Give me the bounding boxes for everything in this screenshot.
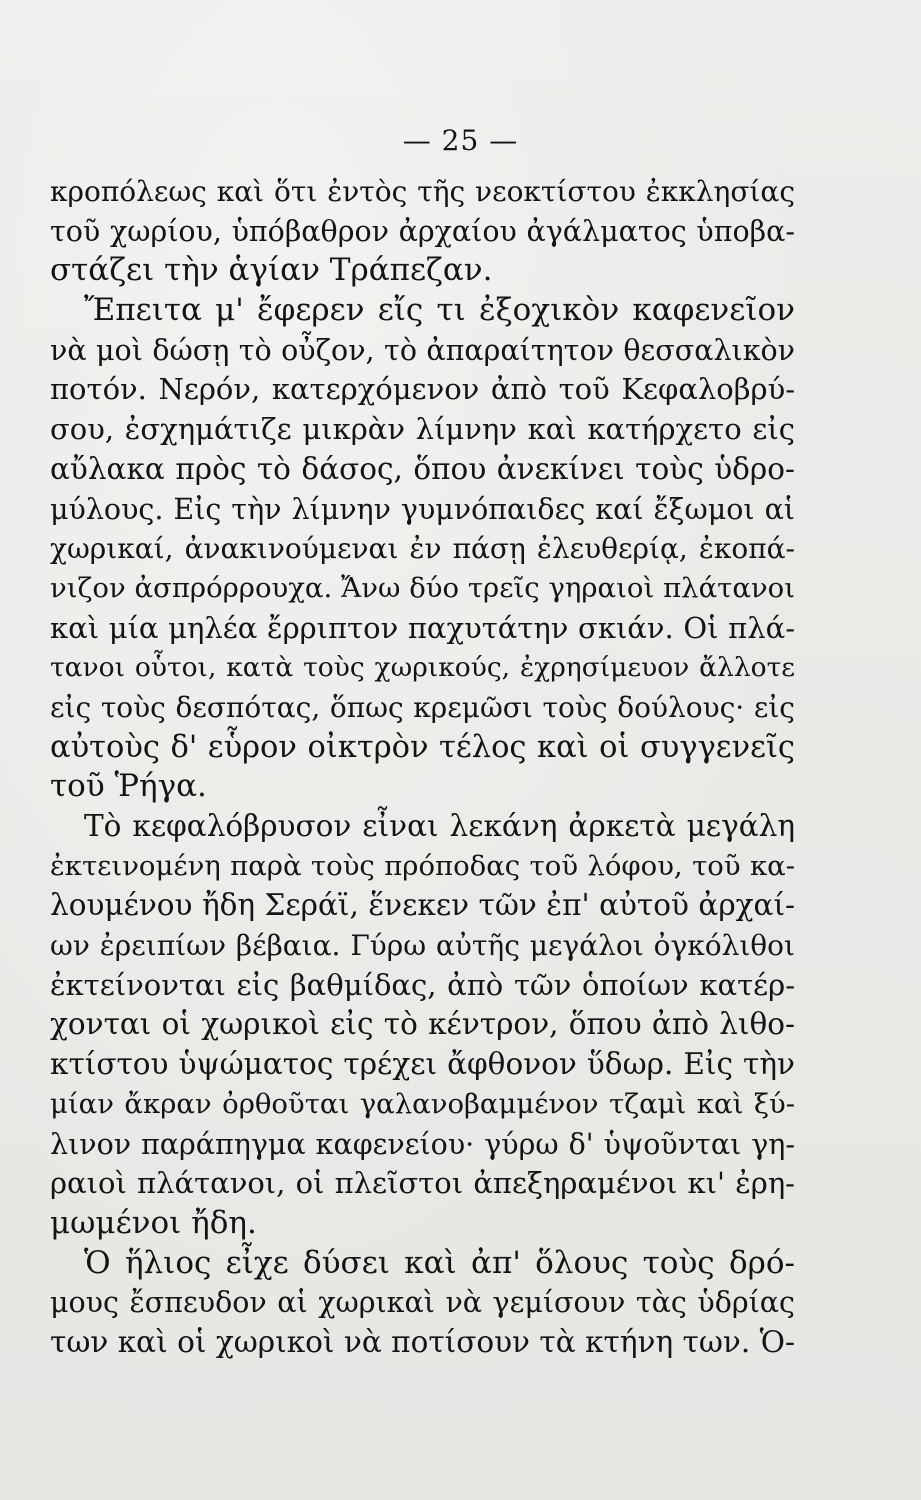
text-line: Τὸ κεφαλόβρυσον εἶναι λεκάνη ἀρκετὰ μεγάλη [84, 809, 795, 843]
text-line: Ἔπειτα μ' ἔφερεν εἴς τι ἐξοχικὸν καφενεῖον [84, 292, 795, 329]
text-line: χονται οἱ χωρικοὶ εἰς τὸ κέντρον, ὅπου ἀπὸ λιθο- [50, 1007, 795, 1042]
text-line: μωμένοι ἤδη. [50, 1204, 257, 1241]
text-line: στάζει τὴν ἁγίαν Τράπεζαν. [50, 252, 493, 289]
text-line: των καὶ οἱ χωρικοὶ νὰ ποτίσουν τὰ κτήνη των. Ὁ- [50, 1324, 795, 1359]
text-line: μίαν ἄκραν ὀρθοῦται γαλανοβαμμένον τζαμὶ καὶ ξύ- [50, 1087, 795, 1120]
text-line: τοῦ χωρίου, ὑπόβαθρον ἀρχαίου ἀγάλματος ὑποβα- [50, 214, 795, 248]
text-line: μύλους. Εἰς τὴν λίμνην γυμνόπαιδες καί ἔξωμοι αἱ [50, 492, 795, 526]
text-line: νιζον ἀσπρόρρουχα. Ἄνω δύο τρεῖς γηραιοὶ πλάτανοι [50, 571, 795, 604]
text-line: Ὁ ἥλιος εἶχε δύσει καὶ ἀπ' ὅλους τοὺς δρό- [84, 1244, 795, 1281]
text-line: κροπόλεως καὶ ὅτι ἐντὸς τῆς νεοκτίστου ἐκκλησίας [50, 175, 795, 208]
text-line: αὔλακα πρὸς τὸ δάσος, ὅπου ἀνεκίνει τοὺς ὑδρο- [50, 451, 795, 486]
text-line: νὰ μοὶ δώσῃ τὸ οὖζον, τὸ ἀπαραίτητον θεσσαλικὸν [50, 333, 795, 367]
text-line: ων ἐρειπίων βέβαια. Γύρω αὐτῆς μεγάλοι ὀγκόλιθοι [50, 929, 795, 963]
text-line: χωρικαί, ἀνακινούμεναι ἐν πάσῃ ἐλευθερίᾳ, ἐκοπά- [50, 532, 795, 566]
text-line: ἐκτείνονται εἰς βαθμίδας, ἀπὸ τῶν ὁποίων κατέρ- [50, 967, 795, 1002]
text-line: κτίστου ὑψώματος τρέχει ἄφθονον ὕδωρ. Εἰς τὴν [50, 1047, 795, 1082]
text-line: ποτόν. Νερόν, κατερχόμενον ἀπὸ τοῦ Κεφαλοβρύ- [50, 372, 795, 407]
text-line: σου, ἐσχημάτιζε μικρὰν λίμνην καὶ κατήρχετο εἰς [50, 412, 795, 447]
text-line: ἐκτεινομένη παρὰ τοὺς πρόποδας τοῦ λόφου, τοῦ κα- [50, 849, 795, 882]
text-line: μους ἔσπευδον αἱ χωρικαὶ νὰ γεμίσουν τὰς ὑδρίας [50, 1286, 795, 1320]
body-text [50, 172, 795, 1363]
text-line: τανοι οὗτοι, κατὰ τοὺς χωρικούς, ἐχρησίμευον ἄλλοτε [50, 652, 795, 684]
text-line: τοῦ Ῥήγα. [50, 768, 207, 805]
page-number: — 25 — [402, 124, 519, 157]
text-line: λουμένου ἤδη Σεράϊ, ἕνεκεν τῶν ἐπ' αὐτοῦ ἀρχαί- [50, 888, 795, 923]
text-line: αὐτοὺς δ' εὗρον οἰκτρὸν τέλος καὶ οἱ συγγενεῖς [50, 729, 795, 765]
text-line: καὶ μία μηλέα ἔρριπτον παχυτάτην σκιάν. Οἱ πλά- [50, 610, 795, 645]
text-line: λινον παράπηγμα καφενείου· γύρω δ' ὑψοῦνται γη- [50, 1127, 795, 1161]
text-line: ραιοὶ πλάτανοι, οἱ πλεῖστοι ἀπεξηραμένοι κι' ἐρη- [50, 1166, 795, 1201]
text-line: εἰς τοὺς δεσπότας, ὅπως κρεμῶσι τοὺς δούλους· εἰς [50, 690, 795, 724]
